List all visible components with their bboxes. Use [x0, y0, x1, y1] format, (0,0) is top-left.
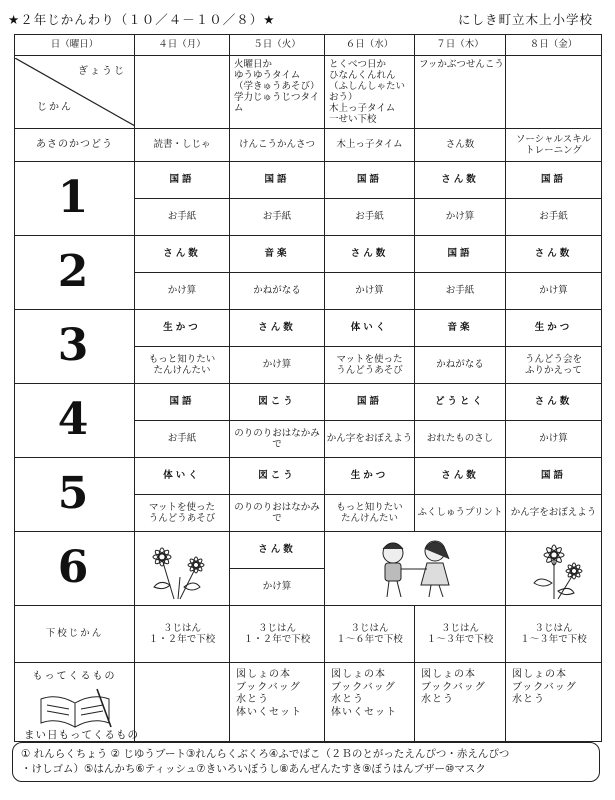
dismissal-cell: ３じはん １～３年で下校 [506, 606, 602, 663]
school-name: にしき町立木上小学校 [457, 12, 593, 27]
content-cell: かけ算 [325, 273, 415, 310]
subject-cell: 国語 [230, 162, 325, 199]
period-subject-row [15, 532, 602, 569]
items-to-bring-cell: 図しょの本 ブックバッグ 水とう 体いくセット [325, 663, 415, 742]
items-to-bring-cell: 図しょの本 ブックバッグ 水とう 体いくセット [230, 663, 325, 742]
morning-activity-cell: ソーシャルスキル トレーニング [506, 129, 602, 162]
subject-cell: 体いく [135, 458, 230, 495]
content-cell: かん字をおぼえよう [325, 421, 415, 458]
content-cell: うんどう会を ふりかえって [506, 347, 602, 384]
items-to-bring-label: もってくるもの [32, 671, 117, 682]
period-number: 1 [15, 162, 135, 236]
content-cell: かねがなる [415, 347, 506, 384]
subject-cell: さん数 [230, 310, 325, 347]
period-subject-row [15, 162, 602, 199]
children-icon [355, 535, 475, 603]
col-header-tue: ５日（火） [230, 35, 325, 56]
event-cell: 火曜日か ゆうゆうタイム （学きゅうあそび） 学力じゅうじつタイム [230, 56, 325, 129]
subject-cell: 生かつ [325, 458, 415, 495]
event-cell [135, 56, 230, 129]
content-cell: かけ算 [506, 273, 602, 310]
subject-cell: 体いく [325, 310, 415, 347]
subject-cell: 国語 [415, 236, 506, 273]
flower-illustration-cell [135, 532, 230, 606]
day-header-row [15, 35, 602, 56]
period-number: 4 [15, 384, 135, 458]
subject-cell: 国語 [135, 384, 230, 421]
content-cell: もっと知りたい たんけんたい [135, 347, 230, 384]
subject-cell: 国語 [506, 162, 602, 199]
subject-cell: 国語 [325, 162, 415, 199]
content-cell: もっと知りたい たんけんたい [325, 495, 415, 532]
dismissal-cell: ３じはん １・２年で下校 [230, 606, 325, 663]
content-cell: ふくしゅうプリント [415, 495, 506, 532]
col-header-day: 日（曜日） [15, 35, 135, 56]
subject-cell: さん数 [415, 162, 506, 199]
dismissal-row [15, 606, 602, 663]
event-label: ぎょうじ [78, 66, 126, 77]
morning-activity-cell: 木上っ子タイム [325, 129, 415, 162]
dismissal-cell: ３じはん １～６年で下校 [325, 606, 415, 663]
content-cell: お手紙 [415, 273, 506, 310]
col-header-fri: ８日（金） [506, 35, 602, 56]
period-subject-row [15, 236, 602, 273]
col-header-wed: ６日（水） [325, 35, 415, 56]
daily-items-box [12, 742, 600, 782]
morning-activity-cell: けんこうかんさつ [230, 129, 325, 162]
content-cell: お手紙 [325, 199, 415, 236]
morning-activity-cell: さん数 [415, 129, 506, 162]
page-header [8, 8, 607, 30]
content-cell: お手紙 [135, 199, 230, 236]
period-number: 6 [15, 532, 135, 606]
daily-items-title: まい日もってくるもの [24, 729, 139, 741]
content-cell: かけ算 [230, 347, 325, 384]
content-cell: おれたものさし [415, 421, 506, 458]
subject-cell: さん数 [506, 236, 602, 273]
daily-items-line: ① れんらくちょう ② じゆうブート③れんらくぶくろ④ふでばこ（２Ｂのとがったえんぴつ・赤えんぴつ [21, 748, 510, 760]
event-time-row [15, 56, 602, 129]
flower-illustration-cell [506, 532, 602, 606]
content-cell: のりのりおはなかみで [230, 495, 325, 532]
dismissal-cell: ３じはん １～３年で下校 [415, 606, 506, 663]
period-number: 3 [15, 310, 135, 384]
content-cell: かけ算 [135, 273, 230, 310]
flower-icon [140, 537, 224, 601]
period-subject-row [15, 384, 602, 421]
subject-cell: さん数 [506, 384, 602, 421]
subject-cell: 音楽 [230, 236, 325, 273]
subject-cell: どうとく [415, 384, 506, 421]
event-cell: とくべつ日か ひなんくんれん （ふしんしゃたいおう） 木上っ子タイム 一せい下校 [325, 56, 415, 129]
daily-items-section [12, 727, 600, 782]
period-number: 5 [15, 458, 135, 532]
event-time-label-cell [15, 56, 135, 129]
items-to-bring-cell: 図しょの本 ブックバッグ 水とう [415, 663, 506, 742]
dismissal-cell: ３じはん １・２年で下校 [135, 606, 230, 663]
subject-cell: 国語 [325, 384, 415, 421]
book-icon [35, 687, 115, 731]
subject-cell: 国語 [135, 162, 230, 199]
period-number: 2 [15, 236, 135, 310]
page-title: ★２年じかんわり（１０／４－１０／８）★ [8, 12, 276, 27]
flower-icon [512, 537, 596, 601]
morning-activity-label: あさのかつどう [15, 129, 135, 162]
daily-items-line: ・けしゴム）⑤はんかち⑥ティッシュ⑦きいろいぼうし⑧あんぜんたすき⑨ぼうはんブザー⑩マスク [21, 763, 486, 776]
subject-cell: 国語 [506, 458, 602, 495]
subject-cell: さん数 [325, 236, 415, 273]
period-subject-row [15, 310, 602, 347]
subject-cell: 音楽 [415, 310, 506, 347]
morning-activity-cell: 読書・しじゃ [135, 129, 230, 162]
content-cell: かけ算 [230, 569, 325, 606]
subject-cell: 生かつ [506, 310, 602, 347]
col-header-mon: ４日（月） [135, 35, 230, 56]
items-to-bring-cell: 図しょの本 ブックバッグ 水とう [506, 663, 602, 742]
content-cell: かけ算 [415, 199, 506, 236]
content-cell: マットを使った うんどうあそび [325, 347, 415, 384]
event-cell [506, 56, 602, 129]
content-cell: マットを使った うんどうあそび [135, 495, 230, 532]
subject-cell: さん数 [415, 458, 506, 495]
col-header-thu: ７日（木） [415, 35, 506, 56]
time-label: じかん [37, 102, 73, 113]
subject-cell: 図こう [230, 458, 325, 495]
content-cell: お手紙 [230, 199, 325, 236]
content-cell: かねがなる [230, 273, 325, 310]
content-cell: お手紙 [506, 199, 602, 236]
event-cell: フッかぶつせんこう [415, 56, 506, 129]
content-cell: かけ算 [506, 421, 602, 458]
children-illustration-cell [325, 532, 506, 606]
content-cell: のりのりおはなかみで [230, 421, 325, 458]
timetable [14, 34, 602, 742]
subject-cell: 図こう [230, 384, 325, 421]
morning-activity-row [15, 129, 602, 162]
content-cell: かん字をおぼえよう [506, 495, 602, 532]
period-subject-row [15, 458, 602, 495]
content-cell: お手紙 [135, 421, 230, 458]
subject-cell: 生かつ [135, 310, 230, 347]
subject-cell: さん数 [135, 236, 230, 273]
subject-cell: さん数 [230, 532, 325, 569]
dismissal-label: 下校じかん [15, 606, 135, 663]
